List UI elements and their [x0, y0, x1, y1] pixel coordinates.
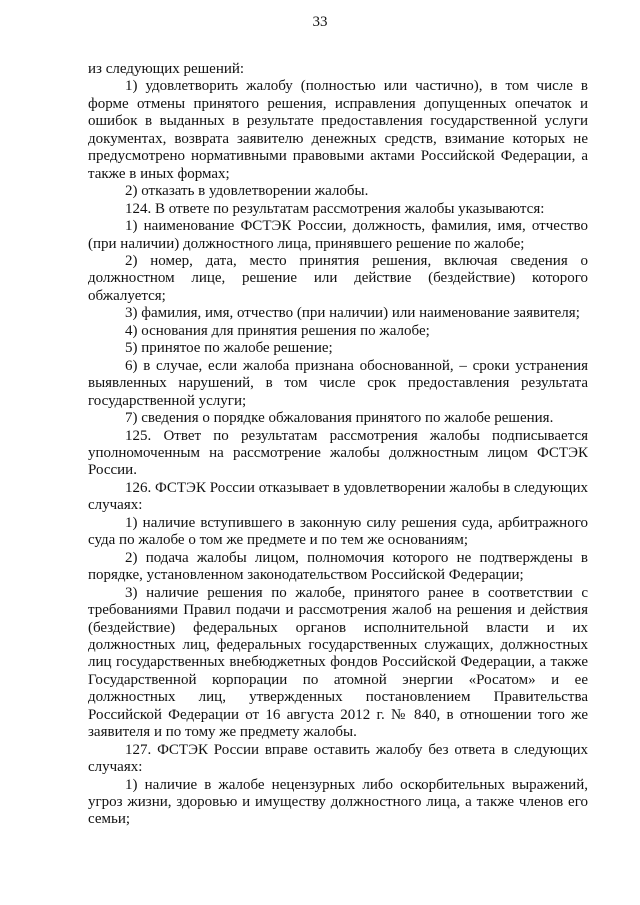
- paragraph: 3) фамилия, имя, отчество (при наличии) или наименование заявителя;: [125, 305, 580, 322]
- paragraph: 1) удовлетворить жалобу (полностью или частично), в том числе в форме отмены принятого решения, исправления допущенных опечаток и ошибок в выданных в результате предоставления государственной услуги документах, возврата заявителю денежных средств, взимание которых не предусмотрено нормативными правовыми актами Российской Федерации, а также в иных формах;: [88, 78, 588, 182]
- paragraph: 7) сведения о порядке обжалования принятого по жалобе решения.: [125, 410, 554, 427]
- paragraph: 124. В ответе по результатам рассмотрения жалобы указываются:: [125, 200, 545, 217]
- paragraph: 2) номер, дата, место принятия решения, включая сведения о должностном лице, решение или действие (бездействие) которого обжалуется;: [88, 252, 588, 304]
- paragraph: 5) принятое по жалобе решение;: [125, 340, 333, 357]
- paragraph: 126. ФСТЭК России отказывает в удовлетворении жалобы в следующих случаях:: [88, 479, 588, 514]
- paragraph: 2) отказать в удовлетворении жалобы.: [125, 183, 369, 200]
- paragraph: 1) наличие вступившего в законную силу решения суда, арбитражного суда по жалобе о том же предмете и по тем же основаниям;: [88, 514, 588, 549]
- paragraph: 6) в случае, если жалоба признана обоснованной, – сроки устранения выявленных нарушений, в том числе срок предоставления результата государственной услуги;: [88, 357, 588, 409]
- paragraph: 1) наименование ФСТЭК России, должность, фамилия, имя, отчество (при наличии) должностного лица, принявшего решение по жалобе;: [88, 218, 588, 252]
- paragraph: из следующих решений:: [88, 61, 245, 77]
- document-body: [88, 61, 588, 829]
- paragraph: 4) основания для принятия решения по жалобе;: [125, 322, 430, 339]
- paragraph: 3) наличие решения по жалобе, принятого ранее в соответствии с требованиями Правил подачи и рассмотрения жалоб на решения и действия (бездействие) федеральных органов исполнительной власти и их должностных лиц, федеральных государственных служащих, должностных лиц государственных внебюджетных фондов Российской Федерации, а также Государственной корпорации по атомной энергии «Росатом» и ее должностных лиц, утвержденных постановлением Правительства Российской Федерации от 16 августа 2012 г. № 840, в отношении того же заявителя и по тому же предмету жалобы.: [88, 584, 588, 741]
- paragraph: 127. ФСТЭК России вправе оставить жалобу без ответа в следующих случаях:: [88, 741, 588, 776]
- paragraph: 2) подача жалобы лицом, полномочия которого не подтверждены в порядке, установленном законодательством Российской Федерации;: [88, 549, 588, 584]
- page-number: 33: [312, 14, 328, 30]
- paragraph: 125. Ответ по результатам рассмотрения жалобы подписывается уполномоченным на рассмотрение жалобы должностным лицом ФСТЭК России.: [88, 427, 588, 479]
- paragraph: 1) наличие в жалобе нецензурных либо оскорбительных выражений, угроз жизни, здоровью и имуществу должностного лица, а также членов его семьи;: [88, 776, 588, 828]
